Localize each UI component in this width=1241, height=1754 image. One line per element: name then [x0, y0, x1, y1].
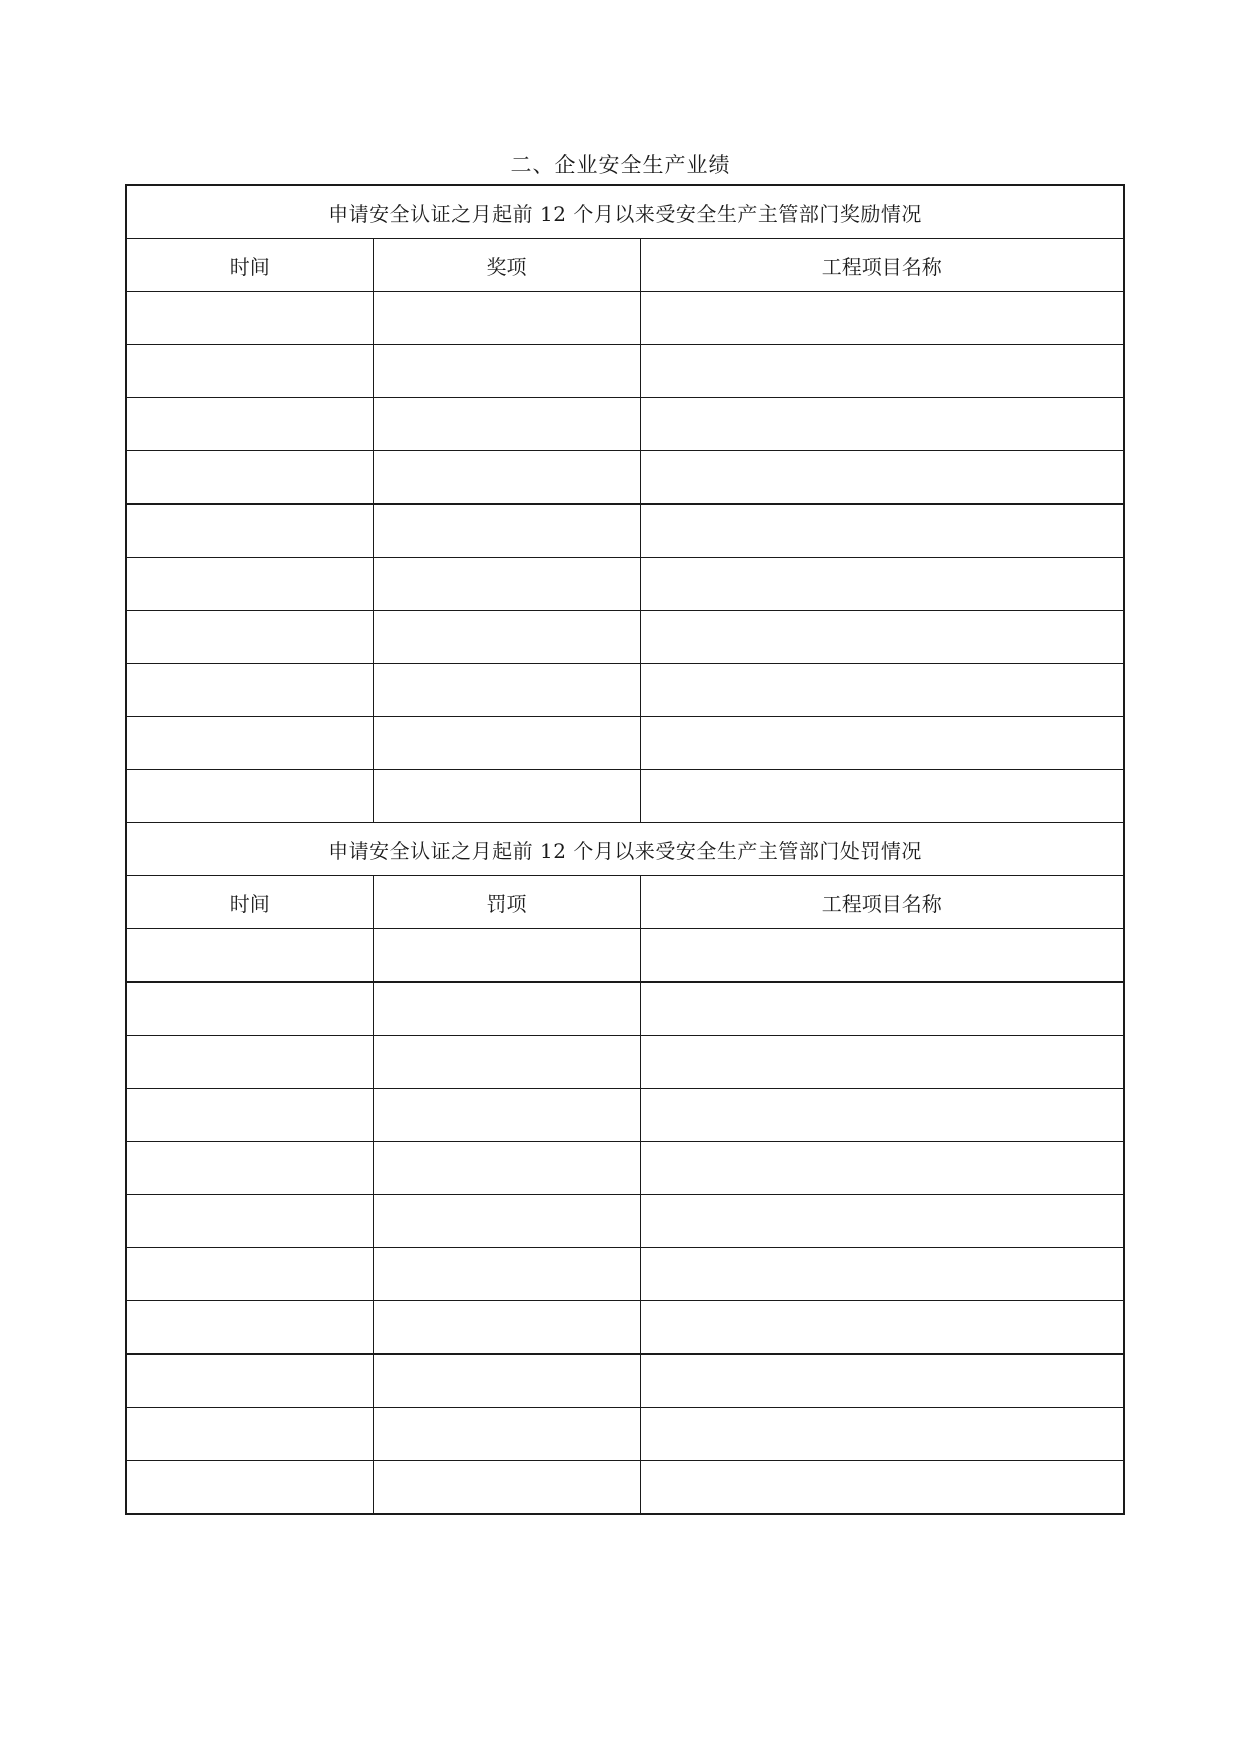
rewards-table-row: [126, 292, 1124, 345]
penalties-cell-time[interactable]: [126, 1142, 373, 1195]
rewards-cell-project[interactable]: [640, 558, 1124, 611]
penalties-cell-time[interactable]: [126, 1354, 373, 1408]
penalties-cell-time[interactable]: [126, 982, 373, 1036]
penalties-table-row: [126, 1142, 1124, 1195]
rewards-cell-time[interactable]: [126, 717, 373, 770]
penalties-cell-project[interactable]: [640, 1354, 1124, 1408]
rewards-column-header-1: 奖项: [373, 239, 640, 292]
rewards-cell-item[interactable]: [373, 504, 640, 558]
rewards-table-row: [126, 558, 1124, 611]
penalties-cell-item[interactable]: [373, 1248, 640, 1301]
penalties-table-row: [126, 929, 1124, 983]
rewards-cell-project[interactable]: [640, 504, 1124, 558]
rewards-heading-row: [126, 185, 1124, 239]
rewards-cell-item[interactable]: [373, 770, 640, 823]
penalties-table-row: [126, 1301, 1124, 1355]
penalties-cell-project[interactable]: [640, 982, 1124, 1036]
rewards-cell-time[interactable]: [126, 292, 373, 345]
rewards-table-row: [126, 451, 1124, 505]
penalties-cell-time[interactable]: [126, 1036, 373, 1089]
rewards-cell-project[interactable]: [640, 345, 1124, 398]
rewards-cell-time[interactable]: [126, 345, 373, 398]
rewards-cell-project[interactable]: [640, 664, 1124, 717]
penalties-cell-project[interactable]: [640, 1195, 1124, 1248]
rewards-cell-project[interactable]: [640, 611, 1124, 664]
penalties-cell-item[interactable]: [373, 1408, 640, 1461]
penalties-cell-project[interactable]: [640, 1142, 1124, 1195]
rewards-table-row: [126, 770, 1124, 823]
rewards-cell-project[interactable]: [640, 717, 1124, 770]
rewards-table-row: [126, 611, 1124, 664]
rewards-cell-project[interactable]: [640, 398, 1124, 451]
rewards-cell-project[interactable]: [640, 451, 1124, 505]
penalties-cell-project[interactable]: [640, 1408, 1124, 1461]
penalties-cell-project[interactable]: [640, 1089, 1124, 1142]
rewards-cell-time[interactable]: [126, 558, 373, 611]
safety-performance-table: [125, 184, 1125, 1515]
penalties-cell-project[interactable]: [640, 1036, 1124, 1089]
penalties-column-header-row: [126, 876, 1124, 929]
penalties-table-row: [126, 982, 1124, 1036]
penalties-cell-item[interactable]: [373, 1195, 640, 1248]
rewards-cell-item[interactable]: [373, 611, 640, 664]
penalties-cell-project[interactable]: [640, 1248, 1124, 1301]
penalties-cell-time[interactable]: [126, 929, 373, 983]
penalties-table-row: [126, 1248, 1124, 1301]
penalties-column-header-0: 时间: [126, 876, 373, 929]
page-title: 二、企业安全生产业绩: [510, 153, 731, 177]
rewards-cell-project[interactable]: [640, 770, 1124, 823]
penalties-heading-row: [126, 823, 1124, 876]
rewards-column-header-2: 工程项目名称: [640, 239, 1124, 292]
rewards-cell-time[interactable]: [126, 770, 373, 823]
penalties-cell-time[interactable]: [126, 1195, 373, 1248]
rewards-cell-project[interactable]: [640, 292, 1124, 345]
penalties-cell-item[interactable]: [373, 1142, 640, 1195]
rewards-table-row: [126, 717, 1124, 770]
penalties-cell-item[interactable]: [373, 1301, 640, 1355]
penalties-cell-item[interactable]: [373, 929, 640, 983]
penalties-cell-time[interactable]: [126, 1248, 373, 1301]
rewards-column-header-row: [126, 239, 1124, 292]
penalties-cell-time[interactable]: [126, 1301, 373, 1355]
rewards-cell-item[interactable]: [373, 664, 640, 717]
penalties-table-row: [126, 1354, 1124, 1408]
penalties-cell-project[interactable]: [640, 1301, 1124, 1355]
rewards-table-row: [126, 664, 1124, 717]
rewards-cell-time[interactable]: [126, 398, 373, 451]
rewards-cell-time[interactable]: [126, 504, 373, 558]
penalties-cell-time[interactable]: [126, 1089, 373, 1142]
rewards-table-row: [126, 504, 1124, 558]
penalties-column-header-1: 罚项: [373, 876, 640, 929]
rewards-table-row: [126, 345, 1124, 398]
rewards-cell-item[interactable]: [373, 717, 640, 770]
penalties-table-row: [126, 1089, 1124, 1142]
penalties-cell-item[interactable]: [373, 1461, 640, 1515]
penalties-table-row: [126, 1461, 1124, 1515]
rewards-cell-item[interactable]: [373, 345, 640, 398]
penalties-cell-project[interactable]: [640, 1461, 1124, 1515]
rewards-cell-time[interactable]: [126, 611, 373, 664]
penalties-cell-item[interactable]: [373, 1354, 640, 1408]
table-body: [126, 185, 1124, 1514]
rewards-cell-item[interactable]: [373, 451, 640, 505]
rewards-column-header-0: 时间: [126, 239, 373, 292]
rewards-cell-time[interactable]: [126, 451, 373, 505]
penalties-cell-item[interactable]: [373, 1036, 640, 1089]
rewards-cell-item[interactable]: [373, 558, 640, 611]
penalties-cell-item[interactable]: [373, 982, 640, 1036]
rewards-table-row: [126, 398, 1124, 451]
penalties-cell-item[interactable]: [373, 1089, 640, 1142]
rewards-heading: 申请安全认证之月起前 12 个月以来受安全生产主管部门奖励情况: [126, 185, 1124, 239]
penalties-table-row: [126, 1036, 1124, 1089]
penalties-table-row: [126, 1408, 1124, 1461]
penalties-heading: 申请安全认证之月起前 12 个月以来受安全生产主管部门处罚情况: [126, 823, 1124, 876]
rewards-cell-item[interactable]: [373, 292, 640, 345]
penalties-cell-time[interactable]: [126, 1408, 373, 1461]
rewards-cell-time[interactable]: [126, 664, 373, 717]
penalties-cell-project[interactable]: [640, 929, 1124, 983]
penalties-column-header-2: 工程项目名称: [640, 876, 1124, 929]
rewards-cell-item[interactable]: [373, 398, 640, 451]
penalties-cell-time[interactable]: [126, 1461, 373, 1515]
penalties-table-row: [126, 1195, 1124, 1248]
